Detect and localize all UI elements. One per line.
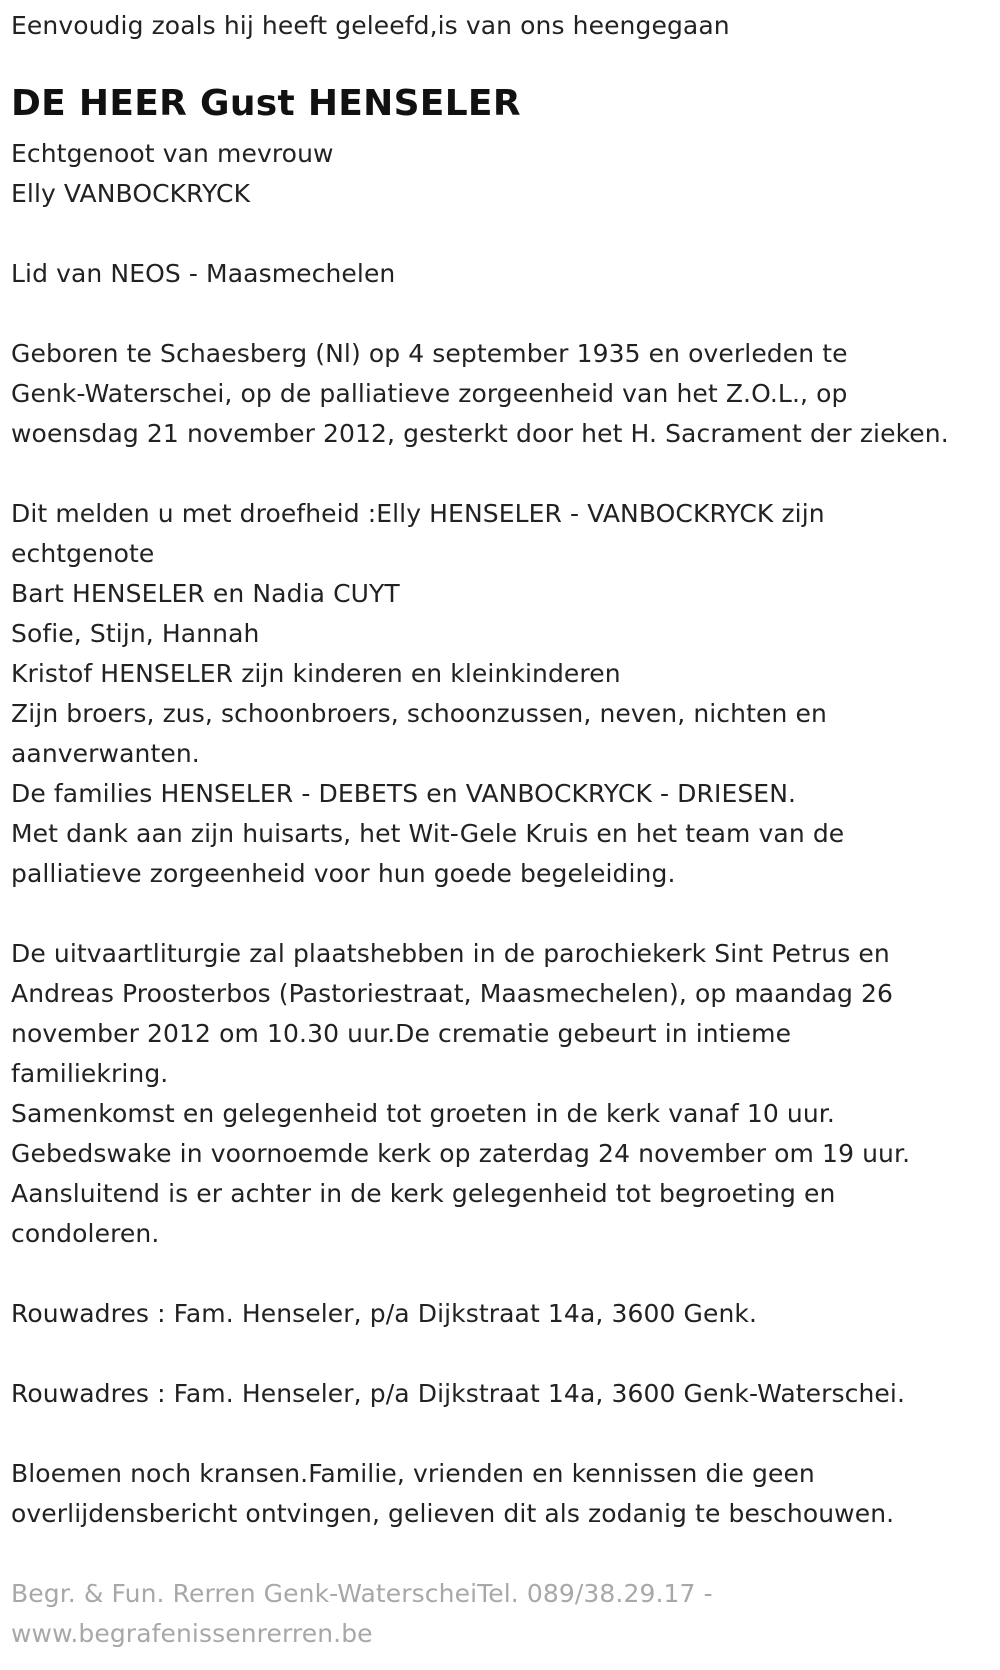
- funeral-line: De uitvaartliturgie zal plaatshebben in de parochiekerk Sint Petrus en: [11, 939, 890, 968]
- family-line: Kristof HENSELER zijn kinderen en kleinkinderen: [11, 659, 621, 688]
- deceased-name: DE HEER Gust HENSELER: [11, 83, 521, 124]
- flowers-line: overlijdensbericht ontvingen, gelieven dit als zodanig te beschouwen.: [11, 1499, 895, 1528]
- membership-block: [11, 254, 395, 294]
- spouse-line: Echtgenoot van mevrouw: [11, 139, 334, 168]
- funeral-line: Gebedswake in voornoemde kerk op zaterdag 24 november om 19 uur.: [11, 1139, 911, 1168]
- family-line: Dit melden u met droefheid :Elly HENSELER - VANBOCKRYCK zijn: [11, 499, 825, 528]
- mourning-address-1: [11, 1294, 757, 1334]
- birth-death-line: woensdag 21 november 2012, gesterkt door het H. Sacrament der zieken.: [11, 419, 949, 448]
- family-line: aanverwanten.: [11, 739, 200, 768]
- mourning-address-2: [11, 1374, 905, 1414]
- membership-text: Lid van NEOS - Maasmechelen: [11, 259, 396, 288]
- family-line: De families HENSELER - DEBETS en VANBOCKRYCK - DRIESEN.: [11, 779, 797, 808]
- family-line: Met dank aan zijn huisarts, het Wit-Gele Kruis en het team van de: [11, 819, 845, 848]
- address-line: Rouwadres : Fam. Henseler, p/a Dijkstraat 14a, 3600 Genk-Waterschei.: [11, 1379, 905, 1408]
- birth-death-line: Genk-Waterschei, op de palliatieve zorgeenheid van het Z.O.L., op: [11, 379, 848, 408]
- footer-website: www.begrafenissenrerren.be: [11, 1619, 373, 1648]
- funeral-block: [11, 934, 910, 1254]
- family-line: Zijn broers, zus, schoonbroers, schoonzussen, neven, nichten en: [11, 699, 827, 728]
- family-line: Sofie, Stijn, Hannah: [11, 619, 260, 648]
- funeral-line: condoleren.: [11, 1219, 160, 1248]
- address-line: Rouwadres : Fam. Henseler, p/a Dijkstraat 14a, 3600 Genk.: [11, 1299, 758, 1328]
- footer-line: Begr. & Fun. Rerren Genk-WaterscheiTel. 089/38.29.17 -: [11, 1579, 713, 1608]
- funeral-line: Aansluitend is er achter in de kerk gelegenheid tot begroeting en: [11, 1179, 836, 1208]
- funeral-line: Andreas Proosterbos (Pastoriestraat, Maasmechelen), op maandag 26: [11, 979, 894, 1008]
- flowers-line: Bloemen noch kransen.Familie, vrienden en kennissen die geen: [11, 1459, 815, 1488]
- flowers-block: [11, 1454, 894, 1534]
- birth-death-block: [11, 334, 949, 454]
- family-block: [11, 494, 844, 894]
- funeral-home-footer: [11, 1574, 713, 1654]
- funeral-line: november 2012 om 10.30 uur.De crematie gebeurt in intieme: [11, 1019, 792, 1048]
- spouse-line: Elly VANBOCKRYCK: [11, 179, 251, 208]
- intro-text: Eenvoudig zoals hij heeft geleefd,is van ons heengegaan: [11, 11, 730, 40]
- family-line: palliatieve zorgeenheid voor hun goede begeleiding.: [11, 859, 676, 888]
- birth-death-line: Geboren te Schaesberg (Nl) op 4 september 1935 en overleden te: [11, 339, 848, 368]
- family-line: Bart HENSELER en Nadia CUYT: [11, 579, 400, 608]
- funeral-line: Samenkomst en gelegenheid tot groeten in de kerk vanaf 10 uur.: [11, 1099, 835, 1128]
- funeral-line: familiekring.: [11, 1059, 169, 1088]
- family-line: echtgenote: [11, 539, 155, 568]
- spouse-block: [11, 134, 334, 214]
